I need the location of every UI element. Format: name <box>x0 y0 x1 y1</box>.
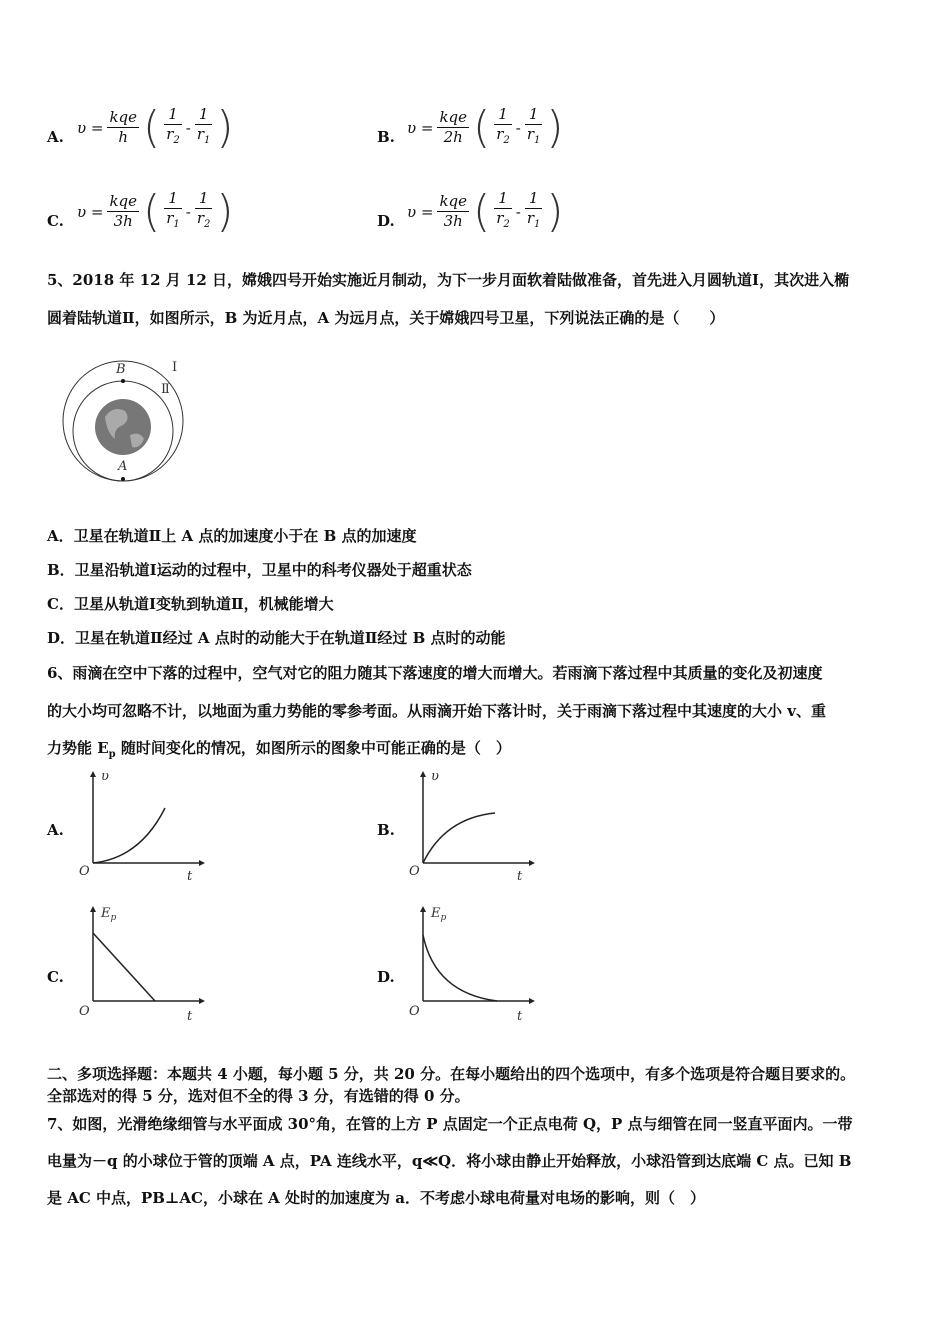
graph-b-label: B. <box>377 821 395 839</box>
curve <box>423 935 497 1001</box>
q6-text-line1: 6、雨滴在空中下落的过程中，空气对它的阻力随其下落速度的增大而增大。若雨滴下落过程中其质量的变化及初速度 <box>47 664 823 682</box>
q5-text-line1: 5、2018 年 12 月 12 日，嫦娥四号开始实施近月制动，为下一步月面软着陆做准备，首先进入月圆轨道Ⅰ，其次进入椭 <box>47 271 850 289</box>
svg-text:t: t <box>187 869 193 883</box>
formula: υ = $\frac{\text{kqe}}{2h}$ ( $\frac{1}{r_2}$ - $\frac{1}{r_1}$ ) <box>407 101 564 153</box>
q5-option-c: C．卫星从轨道Ⅰ变轨到轨道Ⅱ，机械能增大 <box>47 595 334 613</box>
fraction: $\frac{\text{kqe}}{h}$ <box>109 108 138 146</box>
q5-text-line2: 圆着陆轨道Ⅱ，如图所示，B 为近月点，A 为远月点，关于嫦娥四号卫星，下列说法正确的是（ ） <box>47 309 725 327</box>
fraction: $\frac{1}{r_2}$ <box>166 105 180 146</box>
curve <box>423 813 495 863</box>
option-label: A. <box>47 128 64 146</box>
point-a-dot <box>121 477 125 481</box>
orbit-diagram <box>60 355 200 485</box>
graph-a-label: A. <box>47 821 64 839</box>
svg-text:υ: υ <box>431 769 439 784</box>
svg-text:Ep: $E_p$ <box>101 906 117 923</box>
graph-d-label: D. <box>377 968 395 986</box>
svg-text:O: O <box>79 1004 90 1019</box>
graph-c-label: C. <box>47 968 64 986</box>
svg-text:t: t <box>517 1009 523 1023</box>
svg-text:Ep: $E_p$ <box>431 906 447 923</box>
q5-option-b: B．卫星沿轨道Ⅰ运动的过程中，卫星中的科考仪器处于超重状态 <box>47 561 472 579</box>
section2-line2: 全部选对的得 5 分，选对但不全的得 3 分，有选错的得 0 分。 <box>47 1087 470 1105</box>
option-label: B. <box>377 128 395 146</box>
q7-text-line1: 7、如图，光滑绝缘细管与水平面成 30°角，在管的上方 P 点固定一个正点电荷 Q，P 点与细管在同一竖直平面内。一带 <box>47 1115 853 1133</box>
q5-option-a: A．卫星在轨道Ⅱ上 A 点的加速度小于在 B 点的加速度 <box>47 527 417 545</box>
graph-b <box>405 768 540 883</box>
graph-a <box>75 768 210 883</box>
point-b-dot <box>121 379 125 383</box>
graph-d <box>405 903 540 1023</box>
label-b: B <box>116 362 126 377</box>
svg-text:t: t <box>187 1009 193 1023</box>
option-label: D. <box>377 212 395 230</box>
formula: υ = $\frac{\text{kqe}}{3h}$ ( $\frac{1}{r_1}$ - $\frac{1}{r_2}$ ) <box>77 185 234 237</box>
svg-text:O: O <box>79 864 90 879</box>
svg-text:t: t <box>517 869 523 883</box>
option-label: C. <box>47 212 64 230</box>
section2-line1: 二、多项选择题：本题共 4 小题，每小题 5 分，共 20 分。在每小题给出的四个选项中，有多个选项是符合题目要求的。 <box>47 1065 856 1083</box>
fraction: $\frac{1}{r_1}$ <box>196 105 211 146</box>
label-orbit-2: Ⅱ <box>161 382 170 397</box>
q6-text-line2: 的大小均可忽略不计，以地面为重力势能的零参考面。从雨滴开始下落计时，关于雨滴下落过程中其速度的大小 v、重 <box>47 702 826 720</box>
q5-option-d: D．卫星在轨道Ⅱ经过 A 点时的动能大于在轨道Ⅱ经过 B 点时的动能 <box>47 629 506 647</box>
svg-text:O: O <box>409 864 420 879</box>
curve <box>93 933 155 1001</box>
svg-text:O: O <box>409 1004 420 1019</box>
moon-icon <box>95 399 151 455</box>
formula: υ = $\frac{\text{kqe}}{h}$ ( $\frac{1}{r_2}$ - $\frac{1}{r_1}$ ) <box>77 101 234 153</box>
q6-text-line3: 力势能 $E_p$ 随时间变化的情况，如图所示的图象中可能正确的是（ ） <box>47 739 511 760</box>
graph-c <box>75 903 210 1023</box>
svg-text:υ: υ <box>101 769 109 784</box>
label-orbit-1: Ⅰ <box>172 360 178 375</box>
q7-text-line2: 电量为－q 的小球位于管的顶端 A 点，PA 连线水平，q≪Q．将小球由静止开始释放，小球沿管到达底端 C 点。已知 B <box>47 1152 852 1170</box>
curve <box>93 808 165 863</box>
label-a: A <box>118 459 128 474</box>
formula: υ = $\frac{\text{kqe}}{3h}$ ( $\frac{1}{r_2}$ - $\frac{1}{r_1}$ ) <box>407 185 564 237</box>
q7-text-line3: 是 AC 中点，PB⊥AC，小球在 A 处时的加速度为 a．不考虑小球电荷量对电场的影响，则（ ） <box>47 1189 705 1207</box>
formula-lhs: υ = <box>77 118 104 137</box>
